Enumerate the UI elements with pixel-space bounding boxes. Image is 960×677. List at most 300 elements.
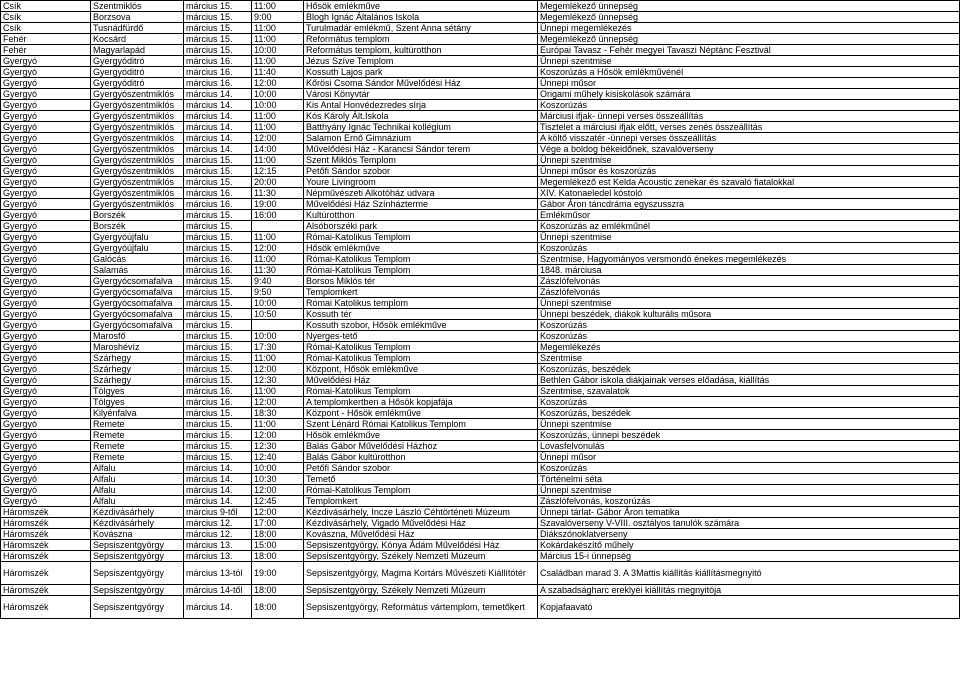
event-cell: Zászlófelvonás, koszorúzás [538, 496, 960, 507]
county-cell: Gyergyó [1, 298, 91, 309]
venue-cell: Sepsiszentgyörgy, Székely Nemzeti Múzeum [304, 551, 538, 562]
time-cell: 11:00 [252, 23, 304, 34]
date-cell: március 14. [184, 474, 252, 485]
table-row [1, 309, 960, 320]
event-cell: Gábor Áron táncdráma egyszusszra [538, 199, 960, 210]
county-cell: Csík [1, 23, 91, 34]
table-row [1, 331, 960, 342]
county-cell: Háromszék [1, 596, 91, 619]
table-row [1, 199, 960, 210]
city-cell: Marosfő [91, 331, 184, 342]
table-row [1, 232, 960, 243]
table-row [1, 89, 960, 100]
city-cell: Sepsiszentgyörgy [91, 551, 184, 562]
city-cell: Gyergyószentmiklós [91, 188, 184, 199]
date-cell: március 15. [184, 430, 252, 441]
time-cell: 9:50 [252, 287, 304, 298]
county-cell: Fehér [1, 34, 91, 45]
time-cell: 12:00 [252, 133, 304, 144]
county-cell: Háromszék [1, 507, 91, 518]
date-cell: március 15. [184, 177, 252, 188]
county-cell: Gyergyó [1, 199, 91, 210]
city-cell: Gyergyócsomafalva [91, 298, 184, 309]
event-cell: Diákszónoklatverseny [538, 529, 960, 540]
time-cell: 12:45 [252, 496, 304, 507]
venue-cell: Művelődési Ház Színházterme [304, 199, 538, 210]
time-cell: 19:00 [252, 199, 304, 210]
date-cell: március 15. [184, 342, 252, 353]
date-cell: március 15. [184, 1, 252, 12]
table-row [1, 210, 960, 221]
city-cell: Alfalu [91, 485, 184, 496]
date-cell: március 16. [184, 78, 252, 89]
time-cell [252, 320, 304, 331]
venue-cell: Jézus Szíve Templom [304, 56, 538, 67]
city-cell: Tusnádfürdő [91, 23, 184, 34]
date-cell: március 9-től [184, 507, 252, 518]
table-row [1, 596, 960, 619]
city-cell: Kézdivásárhely [91, 518, 184, 529]
county-cell: Háromszék [1, 585, 91, 596]
event-cell: Ünnepi szentmise [538, 155, 960, 166]
event-cell: Családban marad 3. A 3Mattis kiállítás kiállításmegnyitó [538, 562, 960, 585]
date-cell: március 15. [184, 155, 252, 166]
time-cell: 11:00 [252, 155, 304, 166]
city-cell: Gyergyószentmiklós [91, 177, 184, 188]
table-row [1, 254, 960, 265]
city-cell: Remete [91, 441, 184, 452]
city-cell: Gyergyóditró [91, 78, 184, 89]
venue-cell: Római-Katolikus Templom [304, 254, 538, 265]
venue-cell: Hősök emlékműve [304, 1, 538, 12]
county-cell: Gyergyó [1, 232, 91, 243]
venue-cell: Kossuth Lajos park [304, 67, 538, 78]
city-cell: Remete [91, 430, 184, 441]
time-cell: 11:00 [252, 254, 304, 265]
table-row [1, 67, 960, 78]
table-row [1, 243, 960, 254]
event-cell: Megemlékező ünnepség [538, 34, 960, 45]
county-cell: Gyergyó [1, 177, 91, 188]
county-cell: Gyergyó [1, 276, 91, 287]
table-row [1, 452, 960, 463]
date-cell: március 14. [184, 485, 252, 496]
county-cell: Gyergyó [1, 408, 91, 419]
venue-cell: Hősök emlékműve [304, 243, 538, 254]
venue-cell: Kultúrotthon [304, 210, 538, 221]
table-row [1, 320, 960, 331]
county-cell: Gyergyó [1, 485, 91, 496]
county-cell: Gyergyó [1, 89, 91, 100]
table-row [1, 496, 960, 507]
event-cell: Emlékműsor [538, 210, 960, 221]
table-row [1, 287, 960, 298]
date-cell: március 16. [184, 67, 252, 78]
time-cell: 12:00 [252, 485, 304, 496]
date-cell: március 15. [184, 364, 252, 375]
county-cell: Gyergyó [1, 188, 91, 199]
event-cell: Koszorúzás [538, 243, 960, 254]
event-cell: Megemlékezés [538, 342, 960, 353]
city-cell: Gyergyószentmiklós [91, 133, 184, 144]
event-cell: 1848. márciusa [538, 265, 960, 276]
county-cell: Gyergyó [1, 320, 91, 331]
time-cell: 11:30 [252, 188, 304, 199]
event-cell: Zászlófelvonás [538, 287, 960, 298]
venue-cell: Szent Miklós Templom [304, 155, 538, 166]
event-cell: Ünnepi műsor [538, 78, 960, 89]
table-row [1, 298, 960, 309]
county-cell: Gyergyó [1, 375, 91, 386]
city-cell: Gyergyószentmiklós [91, 111, 184, 122]
table-row [1, 12, 960, 23]
time-cell: 9:00 [252, 12, 304, 23]
date-cell: március 15. [184, 210, 252, 221]
table-row [1, 45, 960, 56]
date-cell: március 12. [184, 518, 252, 529]
county-cell: Csík [1, 12, 91, 23]
time-cell: 11:00 [252, 34, 304, 45]
table-row [1, 485, 960, 496]
event-cell: Ünnepi szentmise [538, 419, 960, 430]
time-cell: 12:40 [252, 452, 304, 463]
county-cell: Háromszék [1, 562, 91, 585]
time-cell: 12:00 [252, 78, 304, 89]
county-cell: Gyergyó [1, 397, 91, 408]
city-cell: Alfalu [91, 496, 184, 507]
venue-cell: Római-Katolikus Templom [304, 485, 538, 496]
table-row [1, 166, 960, 177]
venue-cell: Petőfi Sándor szobor [304, 166, 538, 177]
venue-cell: Salamon Ernő Gimnázium [304, 133, 538, 144]
table-row [1, 133, 960, 144]
venue-cell: Kovászna, Művelődési Ház [304, 529, 538, 540]
venue-cell: Sepsiszentgyörgy, Református vártemplom, temetőkert [304, 596, 538, 619]
date-cell: március 12. [184, 529, 252, 540]
city-cell: Gyergyószentmiklós [91, 199, 184, 210]
city-cell: Gyergyócsomafalva [91, 287, 184, 298]
event-cell: Tisztelet a márciusi ifjak előtt, verses zenés összeállítás [538, 122, 960, 133]
city-cell: Sepsiszentgyörgy [91, 596, 184, 619]
city-cell: Gyergyóditró [91, 67, 184, 78]
date-cell: március 15. [184, 34, 252, 45]
date-cell: március 15. [184, 166, 252, 177]
event-cell: Vége a boldog békeidőnek, szavalóverseny [538, 144, 960, 155]
table-row [1, 34, 960, 45]
date-cell: március 14. [184, 100, 252, 111]
event-cell: Márciusi ifjak- ünnepi verses összeállítás [538, 111, 960, 122]
county-cell: Gyergyó [1, 122, 91, 133]
table-row [1, 397, 960, 408]
event-cell: Koszorúzás a Hősök emlékművénél [538, 67, 960, 78]
table-row [1, 1, 960, 12]
county-cell: Gyergyó [1, 496, 91, 507]
venue-cell: Hősök emlékműve [304, 430, 538, 441]
date-cell: március 14. [184, 496, 252, 507]
table-row [1, 408, 960, 419]
date-cell: március 15. [184, 23, 252, 34]
event-cell: Március 15-i ünnepség [538, 551, 960, 562]
table-row [1, 364, 960, 375]
city-cell: Borszék [91, 210, 184, 221]
county-cell: Gyergyó [1, 463, 91, 474]
venue-cell: Római-Katolikus Templom [304, 265, 538, 276]
venue-cell: Balás Gábor Művelődési Házhoz [304, 441, 538, 452]
table-row [1, 353, 960, 364]
city-cell: Gyergyóditró [91, 56, 184, 67]
date-cell: március 14. [184, 111, 252, 122]
city-cell: Galócás [91, 254, 184, 265]
county-cell: Gyergyó [1, 386, 91, 397]
event-cell: Koszorúzás [538, 397, 960, 408]
events-table-body [1, 1, 960, 619]
county-cell: Gyergyó [1, 166, 91, 177]
county-cell: Gyergyó [1, 287, 91, 298]
time-cell: 11:00 [252, 419, 304, 430]
city-cell: Kilyénfalva [91, 408, 184, 419]
date-cell: március 16. [184, 397, 252, 408]
date-cell: március 16. [184, 188, 252, 199]
time-cell [252, 221, 304, 232]
city-cell: Borzsova [91, 12, 184, 23]
event-cell: Megemlékező ünnepség [538, 1, 960, 12]
county-cell: Gyergyó [1, 56, 91, 67]
date-cell: március 14. [184, 89, 252, 100]
table-row [1, 529, 960, 540]
county-cell: Gyergyó [1, 221, 91, 232]
county-cell: Gyergyó [1, 452, 91, 463]
time-cell: 12:00 [252, 507, 304, 518]
event-cell: Lovasfelvonulás [538, 441, 960, 452]
city-cell: Szentmiklós [91, 1, 184, 12]
date-cell: március 15. [184, 12, 252, 23]
city-cell: Kézdivásárhely [91, 507, 184, 518]
time-cell: 11:00 [252, 1, 304, 12]
date-cell: március 15. [184, 408, 252, 419]
venue-cell: Sepsiszentgyörgy, Székely Nemzeti Múzeum [304, 585, 538, 596]
venue-cell: Blogh Ignác Általános Iskola [304, 12, 538, 23]
table-row [1, 463, 960, 474]
county-cell: Gyergyó [1, 441, 91, 452]
city-cell: Gyergyószentmiklós [91, 166, 184, 177]
event-cell: Szentmise, Hagyományos versmondó énekes megemlékezés [538, 254, 960, 265]
city-cell: Sepsiszentgyörgy [91, 562, 184, 585]
time-cell: 11:00 [252, 111, 304, 122]
time-cell: 10:50 [252, 309, 304, 320]
date-cell: március 16. [184, 254, 252, 265]
date-cell: március 15. [184, 320, 252, 331]
table-row [1, 100, 960, 111]
event-cell: Bethlen Gábor iskola diákjainak verses előadása, kiállítás [538, 375, 960, 386]
venue-cell: Római-Katolikus Templom [304, 232, 538, 243]
event-cell: Történelmi séta [538, 474, 960, 485]
county-cell: Háromszék [1, 518, 91, 529]
city-cell: Maroshévíz [91, 342, 184, 353]
county-cell: Gyergyó [1, 144, 91, 155]
date-cell: március 15. [184, 45, 252, 56]
table-row [1, 562, 960, 585]
event-cell: Ünnepi műsor és koszorúzás [538, 166, 960, 177]
table-row [1, 78, 960, 89]
time-cell: 11:40 [252, 67, 304, 78]
event-cell: Koszorúzás [538, 100, 960, 111]
time-cell: 10:00 [252, 331, 304, 342]
date-cell: március 15. [184, 419, 252, 430]
time-cell: 11:30 [252, 265, 304, 276]
venue-cell: Központ - Hősök emlékműve [304, 408, 538, 419]
county-cell: Gyergyó [1, 254, 91, 265]
time-cell: 18:00 [252, 529, 304, 540]
venue-cell: Templomkert [304, 496, 538, 507]
event-cell: Szavalóverseny V-VIII. osztályos tanulók számára [538, 518, 960, 529]
county-cell: Gyergyó [1, 67, 91, 78]
event-cell: Koszorúzás [538, 463, 960, 474]
date-cell: március 13-tól [184, 562, 252, 585]
time-cell: 16:00 [252, 210, 304, 221]
city-cell: Kocsárd [91, 34, 184, 45]
county-cell: Gyergyó [1, 342, 91, 353]
county-cell: Gyergyó [1, 155, 91, 166]
event-cell: Szentmise, szavalatok [538, 386, 960, 397]
date-cell: március 16. [184, 386, 252, 397]
time-cell: 12:00 [252, 430, 304, 441]
table-row [1, 265, 960, 276]
city-cell: Remete [91, 419, 184, 430]
venue-cell: Temető [304, 474, 538, 485]
date-cell: március 15. [184, 452, 252, 463]
event-cell: A költő visszatér -ünnepi verses összeállítás [538, 133, 960, 144]
venue-cell: Petőfi Sándor szobor [304, 463, 538, 474]
city-cell: Sepsiszentgyörgy [91, 585, 184, 596]
event-cell: Koszorúzás, beszédek [538, 364, 960, 375]
venue-cell: Batthyány Ignác Technikai kollégium [304, 122, 538, 133]
time-cell: 12:30 [252, 375, 304, 386]
event-cell: Koszorúzás [538, 320, 960, 331]
venue-cell: Templomkert [304, 287, 538, 298]
venue-cell: Kézdivásárhely, Incze László Céhtörténeti Múzeum [304, 507, 538, 518]
time-cell: 12:00 [252, 243, 304, 254]
county-cell: Gyergyó [1, 331, 91, 342]
time-cell: 11:00 [252, 353, 304, 364]
venue-cell: Művelődési Ház [304, 375, 538, 386]
venue-cell: Központ, Hősök emlékműve [304, 364, 538, 375]
date-cell: március 16. [184, 199, 252, 210]
venue-cell: Nyerges-tető [304, 331, 538, 342]
time-cell: 12:00 [252, 397, 304, 408]
table-row [1, 342, 960, 353]
venue-cell: Római-Katolikus Templom [304, 342, 538, 353]
city-cell: Alfalu [91, 474, 184, 485]
venue-cell: Kis Antal Honvédezredes sírja [304, 100, 538, 111]
table-row [1, 23, 960, 34]
date-cell: március 15. [184, 276, 252, 287]
time-cell: 12:15 [252, 166, 304, 177]
time-cell: 11:00 [252, 56, 304, 67]
city-cell: Borszék [91, 221, 184, 232]
venue-cell: Youre Livingroom [304, 177, 538, 188]
county-cell: Gyergyó [1, 353, 91, 364]
event-cell: Ünnepi megemlékezés [538, 23, 960, 34]
event-cell: Ünnepi szentmise [538, 298, 960, 309]
city-cell: Gyergyóújfalu [91, 232, 184, 243]
time-cell: 11:00 [252, 232, 304, 243]
venue-cell: Népművészeti Alkotóház udvara [304, 188, 538, 199]
table-row [1, 507, 960, 518]
county-cell: Háromszék [1, 529, 91, 540]
event-cell: Origami műhely kisiskolások számára [538, 89, 960, 100]
city-cell: Gyergyócsomafalva [91, 276, 184, 287]
date-cell: március 15. [184, 331, 252, 342]
table-row [1, 56, 960, 67]
table-row [1, 177, 960, 188]
event-cell: Megemlékező est Kelda Acoustic zenekar és szavaló fiatalokkal [538, 177, 960, 188]
venue-cell: Római-Katolikus Templom [304, 353, 538, 364]
time-cell: 10:00 [252, 89, 304, 100]
event-cell: A szabadságharc ereklyéi kiállítás megnyitója [538, 585, 960, 596]
venue-cell: A templomkertben a Hősök kopjafája [304, 397, 538, 408]
city-cell: Gyergyócsomafalva [91, 320, 184, 331]
time-cell: 20:00 [252, 177, 304, 188]
date-cell: március 13. [184, 551, 252, 562]
county-cell: Gyergyó [1, 419, 91, 430]
city-cell: Tölgyes [91, 386, 184, 397]
city-cell: Gyergyószentmiklós [91, 155, 184, 166]
venue-cell: Kossuth tér [304, 309, 538, 320]
venue-cell: Római Katolikus templom [304, 298, 538, 309]
venue-cell: Kossuth szobor, Hősök emlékműve [304, 320, 538, 331]
event-cell: Koszorúzás, beszédek [538, 408, 960, 419]
date-cell: március 15. [184, 221, 252, 232]
date-cell: március 14. [184, 133, 252, 144]
table-row [1, 386, 960, 397]
venue-cell: Balás Gábor kultúrotthon [304, 452, 538, 463]
county-cell: Gyergyó [1, 364, 91, 375]
date-cell: március 15. [184, 309, 252, 320]
time-cell: 12:30 [252, 441, 304, 452]
time-cell: 18:30 [252, 408, 304, 419]
venue-cell: Alsóborszéki park [304, 221, 538, 232]
time-cell: 11:00 [252, 386, 304, 397]
city-cell: Salamás [91, 265, 184, 276]
venue-cell: Sepsiszentgyörgy, Kónya Ádám Művelődési Ház [304, 540, 538, 551]
date-cell: március 16. [184, 56, 252, 67]
venue-cell: Szent Lénárd Római Katolikus Templom [304, 419, 538, 430]
event-cell: Zászlófelvonás [538, 276, 960, 287]
table-row [1, 111, 960, 122]
event-cell: Kokárdakészítő műhely [538, 540, 960, 551]
venue-cell: Városi Könyvtár [304, 89, 538, 100]
date-cell: március 14. [184, 463, 252, 474]
county-cell: Gyergyó [1, 309, 91, 320]
event-cell: Szentmise [538, 353, 960, 364]
table-row [1, 144, 960, 155]
table-row [1, 375, 960, 386]
event-cell: Ünnepi beszédek, diákok kulturális műsora [538, 309, 960, 320]
table-row [1, 551, 960, 562]
time-cell: 19:00 [252, 562, 304, 585]
city-cell: Szárhegy [91, 364, 184, 375]
event-cell: Kopjafaavató [538, 596, 960, 619]
table-row [1, 518, 960, 529]
county-cell: Gyergyó [1, 430, 91, 441]
city-cell: Szárhegy [91, 375, 184, 386]
county-cell: Gyergyó [1, 78, 91, 89]
table-row [1, 188, 960, 199]
table-row [1, 221, 960, 232]
event-cell: Koszorúzás [538, 331, 960, 342]
time-cell: 9:40 [252, 276, 304, 287]
date-cell: március 15. [184, 243, 252, 254]
